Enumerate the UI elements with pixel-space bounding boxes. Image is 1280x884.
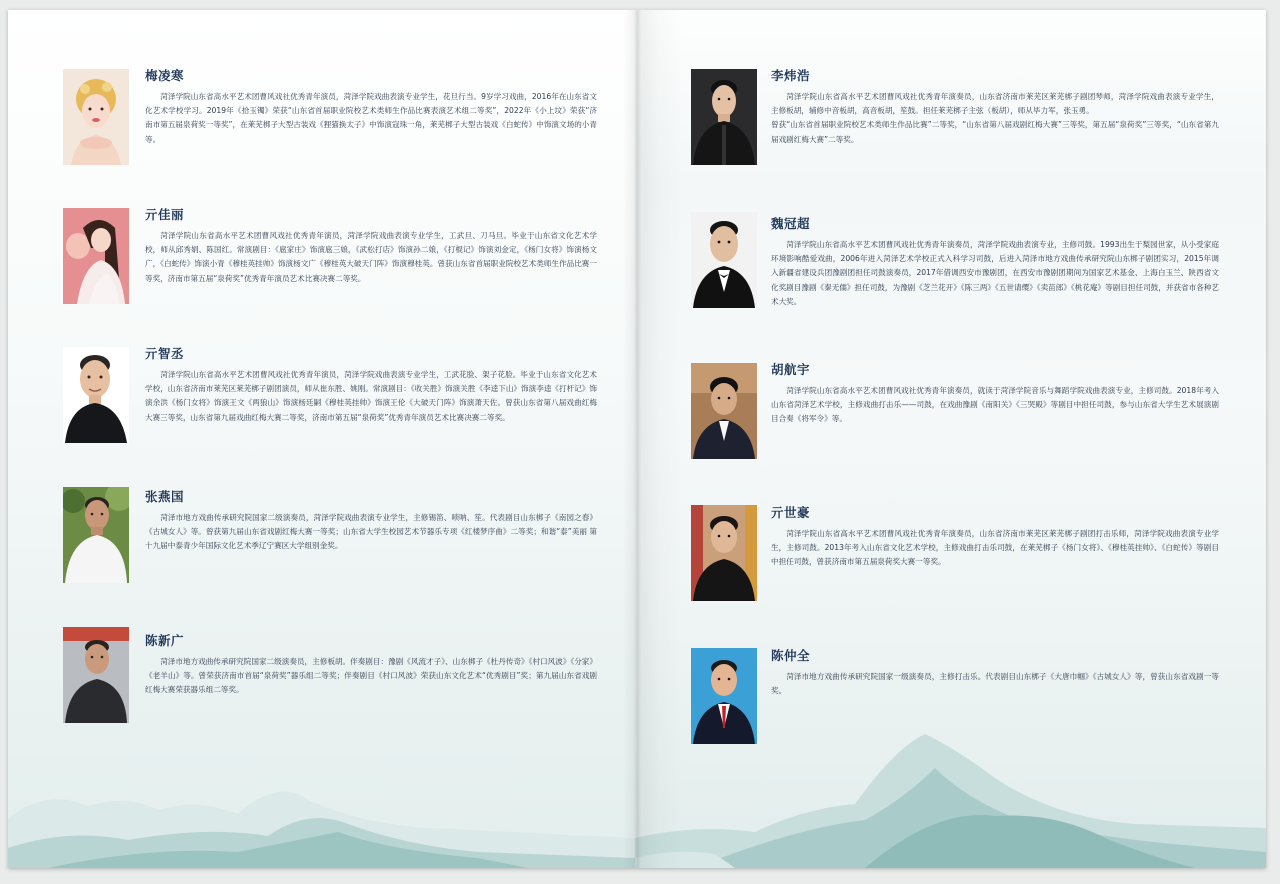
person-bio: 菏泽学院山东省高水平艺术团曹风戏社优秀青年演奏员，山东省济南市莱芜区莱芜梆子剧团打击乐师，菏泽学院戏曲表演专业学生，主修司鼓。2013年考入山东省文化艺术学校，主修戏曲打击乐司鼓，在莱芜梆子《杨门女将》、《穆桂英挂帅》、《白蛇传》等剧目中担任司鼓，曾获济南市第五届泉荷奖大赛一等奖。 — [771, 529, 1219, 567]
person-name: 亓佳丽 — [145, 207, 185, 222]
mountain-illustration — [8, 728, 635, 868]
portrait-photo — [691, 69, 757, 165]
portrait-photo — [63, 627, 129, 723]
person-name: 张燕国 — [145, 489, 185, 504]
person-bio: 菏泽学院山东省高水平艺术团曹风戏社优秀青年演员，菏泽学院戏曲表演专业学生，工武旦、刀马旦。毕业于山东省文化艺术学校，师从邱秀娟、陈国红。常演剧目：《扈家庄》饰演扈三娘，《武松打店》饰演孙二娘，《打棍记》饰演刘金定，《杨门女将》饰演杨文广，《白蛇传》饰演小青《穆桂英挂帅》饰演杨文广《穆桂英大破天门阵》饰演穆桂英。曾获山东省首届职业院校艺术类师生作品比赛一等奖，济南市第五届“泉荷奖”优秀青年演员艺术比赛决赛二等奖。 — [145, 231, 597, 283]
portrait-image — [691, 212, 757, 308]
person-bio: 菏泽学院山东省高水平艺术团曹风戏社优秀青年演奏员，菏泽学院戏曲表演专业，主修司鼓。1993出生于梨园世家，从小受家庭环境影响酷爱戏曲，2006年进入菏泽艺术学校正式入科学习司鼓，后进入菏泽市地方戏曲传承研究院山东梆子剧团实习，2015年调入新疆省建设兵团豫剧团担任司鼓演奏员，2017年借调西安市豫剧团，在西安市豫剧团期间为国家艺术基金、上海白玉兰、陕西省文化奖剧目豫剧《秦无儒》担任司鼓，为豫剧《芝兰花开》《陈三两》《五世请缨》《卖苗郎》《桃花庵》等剧目担任司鼓，并获省市各种艺术大奖。 — [771, 240, 1220, 306]
portrait-photo — [63, 347, 129, 443]
person-bio: 菏泽市地方戏曲传承研究院国家二级演奏员，菏泽学院戏曲表演专业学生，主修锡笛、唢呐、笙。代表剧目山东梆子《南园之春》《古城女人》等。曾获第九届山东省戏剧红梅大赛一等奖；山东省大学生校园艺术节器乐专项《红楼梦序曲》二等奖；和谐“泰”美丽 第十九届中泰青少年国际文化艺术季辽宁赛区大学组别金奖。 — [145, 513, 597, 551]
portrait-photo — [63, 208, 129, 304]
person-name: 梅凌寒 — [145, 68, 185, 83]
person-bio: 菏泽学院山东省高水平艺术团曹风戏社优秀青年演员，菏泽学院戏曲表演专业学生，花旦行当。9岁学习戏曲，2016年在山东省文化艺术学校学习。2019年《拾玉镯》荣获“山东省首届职业院校艺术类师生作品比赛表演艺术组二等奖”，2022年《小上坟》荣获“济南市第五届泉荷奖一等奖”，在莱芜梆子大型古装戏《狸猫换太子》中饰演寇珠一角，莱芜梆子大型古装戏《白蛇传》中饰演文场的小青等。 — [145, 92, 597, 144]
portrait-image — [691, 505, 757, 601]
portrait-image — [691, 69, 757, 165]
portrait-image — [63, 487, 129, 583]
person-name: 李炜浩 — [771, 68, 811, 83]
portrait-photo — [63, 487, 129, 583]
person-name: 陈仲全 — [771, 648, 811, 663]
brochure-spread — [8, 10, 1266, 868]
right-page — [635, 10, 1266, 868]
person-name: 亓世豪 — [771, 505, 811, 520]
portrait-image — [63, 627, 129, 723]
portrait-photo — [691, 505, 757, 601]
portrait-image — [691, 363, 757, 459]
portrait-image — [63, 208, 129, 304]
portrait-photo — [63, 69, 129, 165]
mountain-illustration — [635, 708, 1266, 868]
person-name: 魏冠超 — [771, 216, 811, 231]
portrait-photo — [691, 363, 757, 459]
portrait-image — [63, 347, 129, 443]
person-name: 亓智丞 — [145, 346, 185, 361]
left-page — [8, 10, 635, 868]
person-bio: 菏泽市地方戏曲传承研究院国家一级演奏员，主修打击乐。代表剧目山东梆子《大唐巾帼》《古城女人》等，曾获山东省戏剧一等奖。 — [771, 672, 1219, 696]
person-name: 胡航宇 — [771, 362, 811, 377]
person-name: 陈新广 — [145, 633, 185, 648]
portrait-photo — [691, 212, 757, 308]
portrait-image — [63, 69, 129, 165]
person-bio: 菏泽学院山东省高水平艺术团曹风戏社优秀青年演奏员，就读于菏泽学院音乐与舞蹈学院戏曲表演专业，主修司鼓。2018年考入山东省菏泽艺术学校，主修戏曲打击乐——司鼓，在戏曲豫剧《南阳关》《三哭殿》等剧目中担任司鼓，参与山东省大学生艺术展演剧目合奏《将军令》等。 — [771, 386, 1219, 424]
person-bio: 菏泽市地方戏曲传承研究院国家二级演奏员，主修板胡。伴奏剧目：豫剧《风流才子》、山东梆子《杜丹传奇》《村口风波》《分家》《老羊山》等。曾荣获济南市首届“泉荷奖”器乐组二等奖；伴奏剧目《村口风波》荣获山东文化艺术“优秀剧目”奖；第九届山东省戏剧红梅大赛荣获器乐组二等奖。 — [145, 657, 597, 695]
person-bio: 菏泽学院山东省高水平艺术团曹风戏社优秀青年演奏员，山东省济南市莱芜区莱芜梆子剧团琴师，菏泽学院戏曲表演专业学生，主修板胡，辅修中音板胡，高音板胡，笙鼓。担任莱芜梆子主弦（板胡），师从毕力军，张玉勇。 曾获“山东省首届职业院校艺术类师生作品比赛”二等奖，“山东省第八届戏剧红梅大赛”三等奖，第五届“泉荷奖”三等奖，“山东省第九届戏剧红梅大赛”二等奖。 — [771, 92, 1219, 144]
person-bio: 菏泽学院山东省高水平艺术团曹风戏社优秀青年演员，菏泽学院戏曲表演专业学生，工武花脸、架子花脸。毕业于山东省文化艺术学校，山东省济南市莱芜区莱芜梆子剧团演员，师从崔东胜、姚刚。常演剧目：《收关胜》饰演关胜《李逵下山》饰演李逵《打杆记》饰演余洪《杨门女将》饰演王文《两狼山》饰演杨廷嗣《穆桂英挂帅》饰演王伦《大破天门阵》饰演萧天佐。曾获山东省第八届戏曲红梅大赛三等奖，山东省第九届戏曲红梅大赛二等奖，济南市第五届“泉荷奖”优秀青年演员艺术比赛决赛二等奖。 — [145, 370, 597, 422]
